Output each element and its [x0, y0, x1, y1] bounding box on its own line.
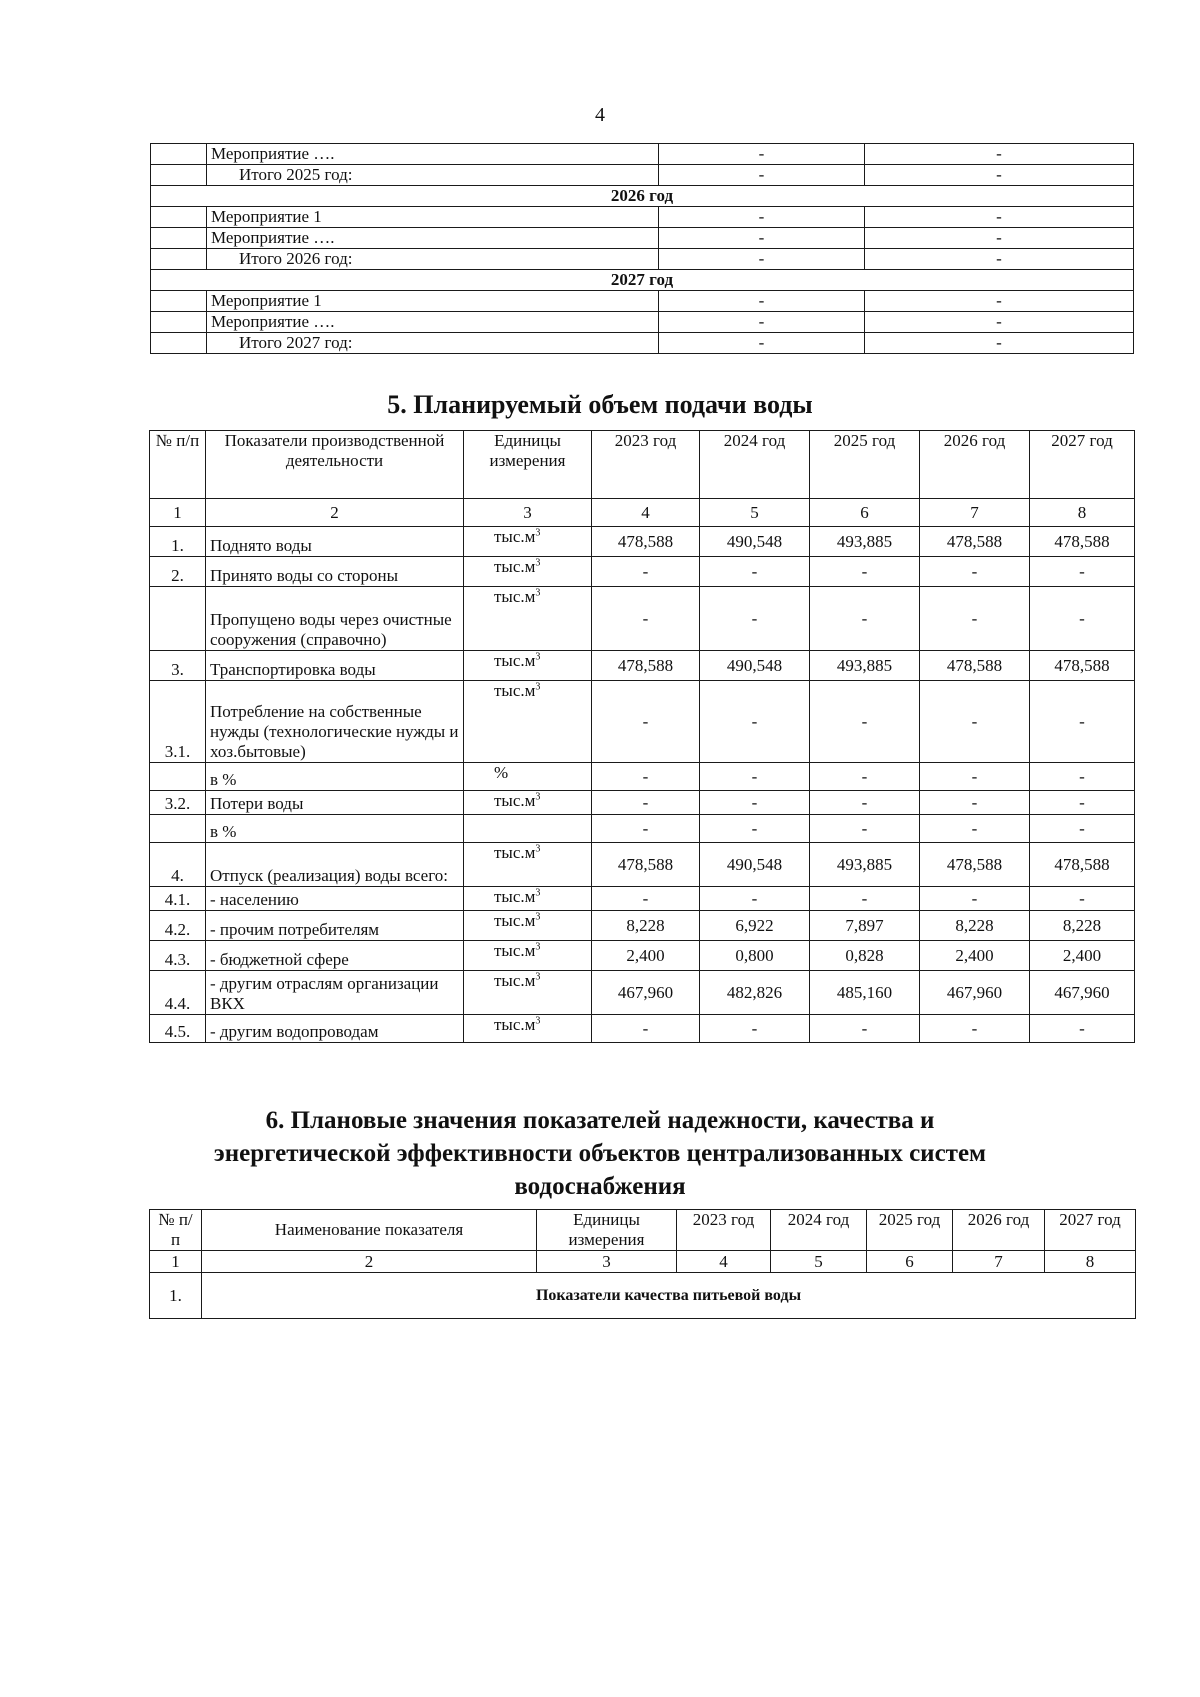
measure-empty-cell — [151, 249, 207, 270]
row-value: - — [810, 1015, 920, 1043]
year-heading: 2026 год — [151, 186, 1134, 207]
table-row — [150, 887, 1135, 911]
measure-label: Мероприятие 1 — [207, 207, 659, 228]
column-number: 6 — [867, 1251, 953, 1273]
column-numbers-row — [150, 499, 1135, 527]
unit-text: тыс.м — [494, 843, 536, 862]
row-value: 0,828 — [810, 941, 920, 971]
row-label: Отпуск (реализация) воды всего: — [206, 843, 464, 887]
row-value: - — [1030, 557, 1135, 587]
row-num: 1. — [150, 1273, 202, 1319]
row-value: - — [592, 815, 700, 843]
row-value: - — [810, 791, 920, 815]
row-value: - — [592, 791, 700, 815]
row-value: 2,400 — [1030, 941, 1135, 971]
year-heading: 2027 год — [151, 270, 1134, 291]
row-label: Принято воды со стороны — [206, 557, 464, 587]
unit-text: тыс.м — [494, 587, 536, 606]
row-value: 478,588 — [592, 843, 700, 887]
row-unit — [464, 557, 592, 587]
unit-text: тыс.м — [494, 911, 536, 930]
column-number: 6 — [810, 499, 920, 527]
row-label: Поднято воды — [206, 527, 464, 557]
row-value: - — [810, 587, 920, 651]
row-value: - — [700, 557, 810, 587]
column-number: 5 — [700, 499, 810, 527]
table-row — [150, 681, 1135, 763]
row-num — [150, 763, 206, 791]
measure-value-1: - — [659, 165, 865, 186]
row-value: 490,548 — [700, 527, 810, 557]
header-2025: 2025 год — [867, 1210, 953, 1251]
row-value: - — [700, 763, 810, 791]
row-num: 3.1. — [150, 681, 206, 763]
table-row — [150, 815, 1135, 843]
row-label: Пропущено воды через очистные сооружения (справочно) — [206, 587, 464, 651]
row-value: 493,885 — [810, 651, 920, 681]
measure-empty-cell — [151, 144, 207, 165]
section-6-title-text: 6. Плановые значения показателей надежности, качества и энергетической эффективности объектов централизованных систем водоснабжения — [213, 1107, 987, 1200]
unit-superscript: 3 — [535, 971, 541, 983]
unit-text: тыс.м — [494, 941, 536, 960]
row-value: - — [1030, 681, 1135, 763]
column-number: 2 — [206, 499, 464, 527]
measure-value-1: - — [659, 207, 865, 228]
row-unit — [464, 681, 592, 763]
row-value: - — [700, 587, 810, 651]
column-number: 4 — [677, 1251, 771, 1273]
row-num: 4.4. — [150, 971, 206, 1015]
row-value: - — [920, 887, 1030, 911]
row-unit — [464, 791, 592, 815]
header-2026: 2026 год — [953, 1210, 1045, 1251]
header-name: Наименование показателя — [202, 1210, 537, 1251]
unit-text: тыс.м — [494, 791, 536, 810]
row-value: 478,588 — [592, 651, 700, 681]
row-unit — [464, 527, 592, 557]
column-number: 7 — [920, 499, 1030, 527]
row-num: 4.1. — [150, 887, 206, 911]
row-value: - — [1030, 763, 1135, 791]
row-value: 493,885 — [810, 843, 920, 887]
measure-value-1: - — [659, 312, 865, 333]
measure-row — [151, 249, 1134, 270]
unit-text: тыс.м — [494, 681, 536, 700]
measure-value-2: - — [865, 165, 1134, 186]
row-value: 0,800 — [700, 941, 810, 971]
row-value: - — [810, 763, 920, 791]
table-row — [150, 557, 1135, 587]
unit-text: тыс.м — [494, 527, 536, 546]
unit-text: тыс.м — [494, 971, 536, 990]
column-number: 1 — [150, 1251, 202, 1273]
column-number: 3 — [464, 499, 592, 527]
row-value: - — [592, 557, 700, 587]
row-label: Показатели качества питьевой воды — [202, 1273, 1136, 1319]
row-num: 4. — [150, 843, 206, 887]
row-value: - — [810, 681, 920, 763]
header-2027: 2027 год — [1030, 431, 1135, 499]
row-value: 482,826 — [700, 971, 810, 1015]
row-unit — [464, 971, 592, 1015]
header-units: Единицы измерения — [537, 1210, 677, 1251]
row-value: - — [592, 887, 700, 911]
measure-empty-cell — [151, 228, 207, 249]
unit-superscript: 3 — [535, 911, 541, 923]
row-num: 3. — [150, 651, 206, 681]
column-number: 1 — [150, 499, 206, 527]
water-supply-table — [149, 430, 1135, 1043]
measure-label: Мероприятие …. — [207, 144, 659, 165]
row-unit — [464, 763, 592, 791]
measure-value-2: - — [865, 249, 1134, 270]
measure-value-2: - — [865, 312, 1134, 333]
measure-empty-cell — [151, 207, 207, 228]
header-2024: 2024 год — [771, 1210, 867, 1251]
row-value: - — [920, 815, 1030, 843]
row-value: 2,400 — [592, 941, 700, 971]
row-value: - — [1030, 887, 1135, 911]
measure-label: Итого 2026 год: — [207, 249, 659, 270]
row-num: 1. — [150, 527, 206, 557]
measure-empty-cell — [151, 333, 207, 354]
row-value: 467,960 — [592, 971, 700, 1015]
row-label: - другим водопроводам — [206, 1015, 464, 1043]
row-num: 4.3. — [150, 941, 206, 971]
row-unit — [464, 843, 592, 887]
row-value: - — [700, 791, 810, 815]
unit-superscript: 3 — [535, 1015, 541, 1027]
measure-value-1: - — [659, 333, 865, 354]
row-value: 8,228 — [592, 911, 700, 941]
header-num: № п/п — [150, 431, 206, 499]
table-row — [150, 587, 1135, 651]
water-supply-table-body — [150, 527, 1135, 1043]
measure-label: Итого 2027 год: — [207, 333, 659, 354]
measure-label: Мероприятие …. — [207, 228, 659, 249]
unit-superscript: 3 — [535, 681, 541, 693]
measure-label: Итого 2025 год: — [207, 165, 659, 186]
row-value: - — [1030, 791, 1135, 815]
unit-superscript: 3 — [535, 651, 541, 663]
row-label: - другим отраслям организации ВКХ — [206, 971, 464, 1015]
measure-value-2: - — [865, 207, 1134, 228]
row-unit — [464, 815, 592, 843]
row-value: 478,588 — [1030, 651, 1135, 681]
row-value: 485,160 — [810, 971, 920, 1015]
row-num: 4.5. — [150, 1015, 206, 1043]
measure-row — [151, 333, 1134, 354]
row-value: 478,588 — [592, 527, 700, 557]
row-num — [150, 815, 206, 843]
measure-label: Мероприятие 1 — [207, 291, 659, 312]
measure-label: Мероприятие …. — [207, 312, 659, 333]
header-2026: 2026 год — [920, 431, 1030, 499]
column-number: 8 — [1030, 499, 1135, 527]
measure-empty-cell — [151, 291, 207, 312]
header-2023: 2023 год — [592, 431, 700, 499]
row-label: в % — [206, 815, 464, 843]
row-value: - — [592, 763, 700, 791]
row-unit — [464, 1015, 592, 1043]
measure-value-2: - — [865, 144, 1134, 165]
row-value: - — [920, 557, 1030, 587]
row-value: 6,922 — [700, 911, 810, 941]
measure-row — [151, 144, 1134, 165]
unit-superscript: 3 — [535, 887, 541, 899]
measure-value-2: - — [865, 333, 1134, 354]
measure-value-1: - — [659, 291, 865, 312]
row-value: - — [700, 887, 810, 911]
row-value: 7,897 — [810, 911, 920, 941]
header-2024: 2024 год — [700, 431, 810, 499]
row-unit — [464, 887, 592, 911]
row-value: - — [1030, 587, 1135, 651]
row-value: - — [1030, 1015, 1135, 1043]
unit-superscript: 3 — [535, 587, 541, 599]
column-number: 3 — [537, 1251, 677, 1273]
row-label: - прочим потребителям — [206, 911, 464, 941]
header-units: Единицы измерения — [464, 431, 592, 499]
column-number: 4 — [592, 499, 700, 527]
measure-empty-cell — [151, 165, 207, 186]
column-number: 8 — [1045, 1251, 1136, 1273]
row-value: - — [592, 681, 700, 763]
unit-text: тыс.м — [494, 887, 536, 906]
row-label: Потребление на собственные нужды (технологические нужды и хоз.бытовые) — [206, 681, 464, 763]
table-row — [150, 763, 1135, 791]
row-value: 467,960 — [920, 971, 1030, 1015]
measure-row — [151, 312, 1134, 333]
unit-superscript: 3 — [535, 527, 541, 539]
row-value: 478,588 — [1030, 527, 1135, 557]
table-row — [150, 527, 1135, 557]
unit-superscript: 3 — [535, 557, 541, 569]
unit-text: тыс.м — [494, 651, 536, 670]
measures-table — [150, 143, 1134, 354]
measures-table-body — [151, 144, 1134, 354]
row-value: - — [700, 815, 810, 843]
measure-row — [151, 291, 1134, 312]
row-value: 8,228 — [920, 911, 1030, 941]
row-num — [150, 587, 206, 651]
measure-row — [151, 228, 1134, 249]
row-unit — [464, 651, 592, 681]
row-unit — [464, 911, 592, 941]
row-value: - — [810, 887, 920, 911]
row-label: в % — [206, 763, 464, 791]
row-value: 490,548 — [700, 651, 810, 681]
table-row — [150, 971, 1135, 1015]
row-value: 2,400 — [920, 941, 1030, 971]
row-value: - — [810, 557, 920, 587]
column-number: 5 — [771, 1251, 867, 1273]
table-row — [150, 791, 1135, 815]
row-value: 493,885 — [810, 527, 920, 557]
row-value: 490,548 — [700, 843, 810, 887]
header-num: № п/п — [150, 1210, 202, 1251]
row-num: 2. — [150, 557, 206, 587]
header-2027: 2027 год — [1045, 1210, 1136, 1251]
measure-row — [151, 186, 1134, 207]
row-value: - — [920, 763, 1030, 791]
table-row — [150, 941, 1135, 971]
indicators-table — [149, 1209, 1136, 1319]
measure-row — [151, 270, 1134, 291]
column-number: 2 — [202, 1251, 537, 1273]
table-row — [150, 843, 1135, 887]
column-number: 7 — [953, 1251, 1045, 1273]
unit-text: тыс.м — [494, 557, 536, 576]
measure-empty-cell — [151, 312, 207, 333]
unit-superscript: 3 — [535, 843, 541, 855]
row-value: 478,588 — [920, 527, 1030, 557]
row-label: - бюджетной сфере — [206, 941, 464, 971]
measure-value-1: - — [659, 144, 865, 165]
row-value: 8,228 — [1030, 911, 1135, 941]
row-value: - — [920, 681, 1030, 763]
row-value: - — [1030, 815, 1135, 843]
row-num: 3.2. — [150, 791, 206, 815]
row-value: - — [700, 1015, 810, 1043]
section-6-title — [0, 1104, 1200, 1203]
row-value: 478,588 — [1030, 843, 1135, 887]
header-2023: 2023 год — [677, 1210, 771, 1251]
row-value: 467,960 — [1030, 971, 1135, 1015]
measure-value-1: - — [659, 228, 865, 249]
column-numbers-row — [150, 1251, 1136, 1273]
row-value: - — [920, 587, 1030, 651]
row-num: 4.2. — [150, 911, 206, 941]
header-indicator: Показатели производственной деятельности — [206, 431, 464, 499]
row-label: - населению — [206, 887, 464, 911]
measure-value-1: - — [659, 249, 865, 270]
measure-row — [151, 165, 1134, 186]
section-5-title: 5. Планируемый объем подачи воды — [387, 390, 813, 419]
row-value: - — [592, 1015, 700, 1043]
unit-text: % — [494, 763, 509, 782]
row-value: 478,588 — [920, 843, 1030, 887]
row-value: - — [700, 681, 810, 763]
page-number: 4 — [595, 104, 605, 126]
unit-superscript: 3 — [535, 941, 541, 953]
table-row — [150, 911, 1135, 941]
row-value: - — [920, 1015, 1030, 1043]
row-value: - — [920, 791, 1030, 815]
row-unit — [464, 941, 592, 971]
row-value: 478,588 — [920, 651, 1030, 681]
measure-row — [151, 207, 1134, 228]
row-unit — [464, 587, 592, 651]
row-label: Транспортировка воды — [206, 651, 464, 681]
measure-value-2: - — [865, 291, 1134, 312]
row-value: - — [592, 587, 700, 651]
header-2025: 2025 год — [810, 431, 920, 499]
table-row — [150, 1015, 1135, 1043]
measure-value-2: - — [865, 228, 1134, 249]
unit-text: тыс.м — [494, 1015, 536, 1034]
row-label: Потери воды — [206, 791, 464, 815]
table-row — [150, 651, 1135, 681]
row-value: - — [810, 815, 920, 843]
unit-superscript: 3 — [535, 791, 541, 803]
